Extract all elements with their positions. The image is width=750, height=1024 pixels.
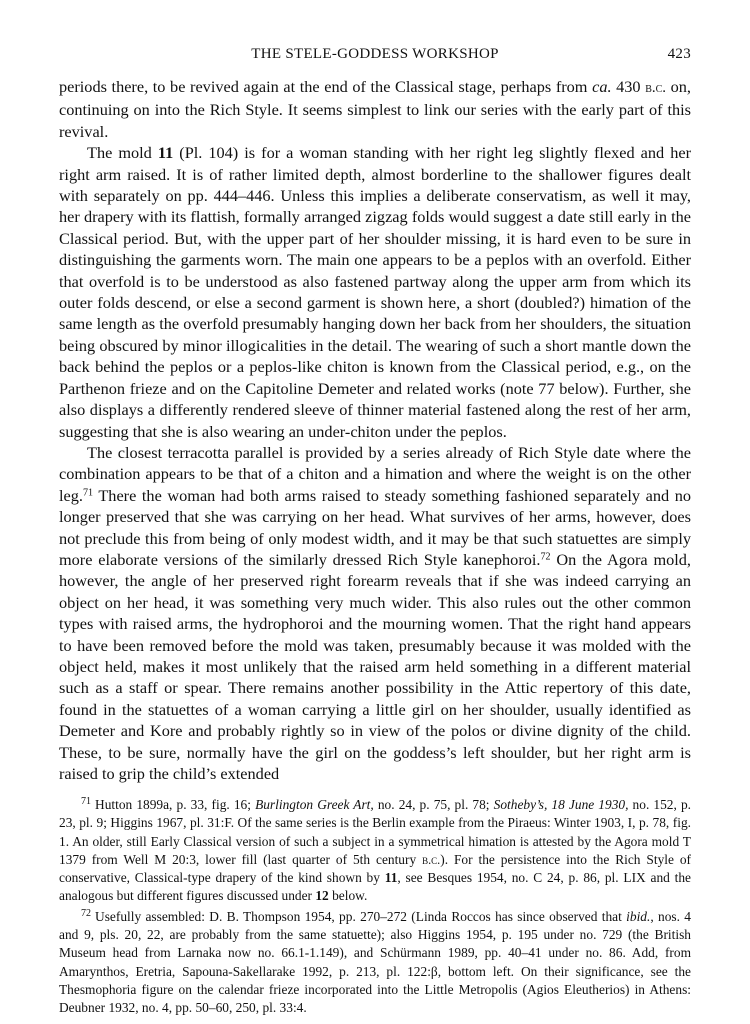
paragraph-3: The closest terracotta parallel is provided by a series already of Rich Style date where the combination appears to be that of a chiton and a himation and where the weight is on the other leg.$^{71}$ There the woman had both arms raised to steady something fashioned separately and no longer preserved that she was carrying on her head. What survives of her arms, however, does not preclude this from being of only modest width, and it may be that such statuettes are simply more elaborate versions of the similarly dressed Rich Style kanephoroi.$^{72}$ On the Agora mold, however, the angle of her preserved right forearm reveals that if she was indeed carrying an object on her head, it was something very much wider. This also rules out the other common types with raised arms, the hydrophoroi and the mourning women. That the right hand appears to have been removed before the mold was taken, presumably because it was molded with the object held, makes it most unlikely that the raised arm held something in a different material such as a staff or spear. There remains another possibility in the Attic repertory of this date, found in the statuettes of a woman carrying a little girl on her shoulder, usually identified as Demeter and Kore and probably rightly so in view of the polos or divine dignity of the child. These, to be sure, normally have the girl on the goddess’s left shoulder, but her right arm is raised to grip the child’s extended: [59, 442, 691, 783]
paragraph-1: periods there, to be revived again at the end of the Classical stage, perhaps from ca. 430 b.c. on, continuing on into the Rich Style. It seems simplest to link our series with the early part of this revival.: [59, 77, 691, 141]
main-text: [59, 76, 691, 784]
running-header: [59, 40, 691, 64]
footnote-ref-71: 71: [82, 487, 94, 499]
footnote-ref-72: 72: [540, 551, 551, 563]
paragraph-2: The mold 11 (Pl. 104) is for a woman standing with her right leg slightly flexed and her right arm raised. It is of rather limited depth, almost borderline to the shallower figures dealt with separately on pp. 444–446. Unless this implies a deliberate conservatism, as well it may, her drapery with its flattish, formally arranged zigzag folds would suggest a date still early in the Classical period. But, with the upper part of her shoulder missing, it is hard even to be sure in distinguishing the garments worn. The main one appears to be a peplos with an overfold. Either that overfold is to be understood as also fastened partway along the upper arm from which its outer folds descend, or else a second garment is shown here, a short (doubled?) himation of the same length as the overfold presumably hanging down her back from her shoulders, the situation being obscured by minor illogicalities in the detail. The wearing of such a short mantle down the back behind the peplos or a peplos-like chiton is known from the Classical period, e.g., on the Parthenon frieze and on the Capitoline Demeter and related works (note 77 below). Further, she also displays a differently rendered sleeve of thinner material fastened along the rest of her arm, suggesting that she is also wearing an under-chiton under the peplos.: [59, 143, 692, 441]
page-number: 423: [667, 46, 691, 62]
footnotes: [59, 796, 691, 1018]
footnote-71: $^{71}$ Hutton 1899a, p. 33, fig. 16; Burlington Greek Art, no. 24, p. 75, pl. 78; Sotheby’s, 18 June 1930, no. 152, p. 23, pl. 9; Higgins 1967, pl. 31:F. Of the same series is the Berlin example from the Piraeus: Winter 1903, I, p. 78, fig. 1. An older, still Early Classical version of such a subject in a symmetrical himation is attested by the Agora mold T 1379 from Well M 20:3, lower fill (last quarter of 5th century b.c.). For the persistence into the Rich Style of conservative, Classical-type drapery of the kind shown by 11, see Besques 1954, no. C 24, p. 86, pl. LIX and the analogous but different figures discussed under 12 below.: [59, 796, 691, 904]
footnote-72: $^{72}$ Usefully assembled: D. B. Thompson 1954, pp. 270–272 (Linda Roccos has since observed that ibid., nos. 4 and 9, pls. 20, 22, are probably from the same statuette); also Higgins 1954, p. 195 under no. 729 (the British Museum head from Larnaka now no. 66.1-1.149), and Schürmann 1989, pp. 40–41 under no. 86. Add, from Amarynthos, Eretria, Sapouna-Sakellarake 1992, p. 213, pl. 122:β, bottom left. On their significance, see the Thesmophoria figure on the calendar frieze incorporated into the Little Metropolis (Agios Eleutherios) in Athens: Deubner 1932, no. 4, pp. 50–60, 250, pl. 33:4.: [59, 908, 691, 1016]
mold-number: 11: [157, 143, 174, 163]
running-title: THE STELE-GODDESS WORKSHOP: [251, 46, 499, 62]
